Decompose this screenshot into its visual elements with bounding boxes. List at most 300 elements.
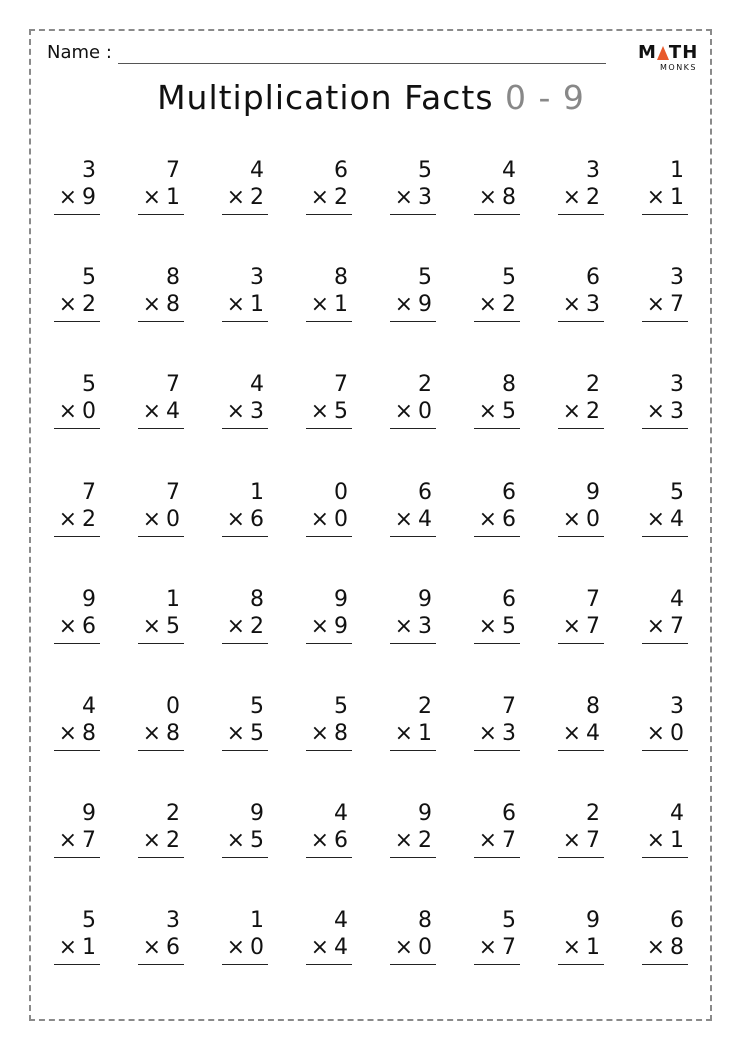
problem	[50, 372, 100, 452]
times-sign: ×	[58, 614, 77, 639]
multiplier: 1	[166, 185, 180, 210]
answer-line[interactable]	[222, 750, 268, 751]
multiplier: 4	[418, 507, 432, 532]
answer-line[interactable]	[138, 321, 184, 322]
multiplier-row	[563, 399, 600, 425]
problem	[554, 158, 604, 238]
multiplier-row	[59, 614, 96, 640]
multiplier: 1	[418, 721, 432, 746]
times-sign: ×	[310, 828, 329, 853]
answer-line[interactable]	[222, 857, 268, 858]
multiplier: 2	[82, 292, 96, 317]
answer-line[interactable]	[306, 857, 352, 858]
answer-line[interactable]	[642, 321, 688, 322]
multiplicand: 4	[670, 801, 684, 826]
multiplicand: 5	[418, 265, 432, 290]
times-sign: ×	[394, 721, 413, 746]
problem	[554, 587, 604, 667]
answer-line[interactable]	[306, 536, 352, 537]
problem	[218, 694, 268, 774]
times-sign: ×	[562, 185, 581, 210]
multiplier: 8	[166, 292, 180, 317]
multiplier: 2	[334, 185, 348, 210]
multiplicand: 5	[502, 908, 516, 933]
answer-line[interactable]	[474, 214, 520, 215]
problem	[554, 908, 604, 988]
multiplicand: 7	[82, 480, 96, 505]
multiplicand: 6	[502, 801, 516, 826]
multiplier: 5	[250, 721, 264, 746]
multiplier: 6	[82, 614, 96, 639]
times-sign: ×	[310, 614, 329, 639]
answer-line[interactable]	[54, 643, 100, 644]
multiplier-row	[479, 828, 516, 854]
multiplier-row	[563, 185, 600, 211]
multiplier-row	[311, 292, 348, 318]
multiplier-row	[563, 935, 600, 961]
problem	[554, 480, 604, 560]
problem	[302, 480, 352, 560]
times-sign: ×	[562, 828, 581, 853]
multiplicand: 3	[670, 694, 684, 719]
answer-line[interactable]	[222, 964, 268, 965]
problem	[470, 587, 520, 667]
problem	[218, 158, 268, 238]
problem	[386, 801, 436, 881]
multiplier: 0	[586, 507, 600, 532]
multiplier-row	[227, 614, 264, 640]
problem	[134, 908, 184, 988]
multiplicand: 9	[82, 587, 96, 612]
answer-line[interactable]	[138, 536, 184, 537]
answer-line[interactable]	[390, 964, 436, 965]
times-sign: ×	[142, 292, 161, 317]
multiplier-row	[59, 935, 96, 961]
answer-line[interactable]	[642, 750, 688, 751]
answer-line[interactable]	[306, 643, 352, 644]
answer-line[interactable]	[642, 857, 688, 858]
multiplier: 1	[334, 292, 348, 317]
multiplicand: 3	[250, 265, 264, 290]
multiplier: 0	[166, 507, 180, 532]
times-sign: ×	[646, 721, 665, 746]
problem	[134, 587, 184, 667]
multiplier: 2	[250, 614, 264, 639]
answer-line[interactable]	[54, 750, 100, 751]
multiplicand: 8	[250, 587, 264, 612]
multiplier-row	[143, 399, 180, 425]
times-sign: ×	[58, 185, 77, 210]
multiplicand: 4	[82, 694, 96, 719]
problem	[470, 372, 520, 452]
multiplicand: 3	[670, 372, 684, 397]
multiplier-row	[227, 399, 264, 425]
times-sign: ×	[58, 399, 77, 424]
multiplier-row	[311, 721, 348, 747]
answer-line[interactable]	[54, 964, 100, 965]
multiplicand: 0	[166, 694, 180, 719]
multiplier-row	[311, 185, 348, 211]
answer-line[interactable]	[558, 321, 604, 322]
multiplier: 3	[250, 399, 264, 424]
problem	[302, 694, 352, 774]
multiplicand: 3	[586, 158, 600, 183]
multiplier-row	[143, 828, 180, 854]
problem	[386, 694, 436, 774]
multiplicand: 2	[166, 801, 180, 826]
answer-line[interactable]	[54, 428, 100, 429]
answer-line[interactable]	[54, 857, 100, 858]
multiplier: 3	[418, 614, 432, 639]
answer-line[interactable]	[474, 964, 520, 965]
answer-line[interactable]	[54, 536, 100, 537]
answer-line[interactable]	[54, 214, 100, 215]
multiplier-row	[311, 935, 348, 961]
answer-line[interactable]	[474, 536, 520, 537]
multiplier-row	[59, 828, 96, 854]
multiplier-row	[59, 721, 96, 747]
answer-line[interactable]	[474, 750, 520, 751]
multiplier-row	[479, 935, 516, 961]
answer-line[interactable]	[390, 857, 436, 858]
answer-line[interactable]	[558, 750, 604, 751]
answer-line[interactable]	[642, 964, 688, 965]
multiplicand: 1	[250, 908, 264, 933]
times-sign: ×	[310, 292, 329, 317]
multiplicand: 4	[502, 158, 516, 183]
multiplicand: 7	[334, 372, 348, 397]
multiplier: 0	[670, 721, 684, 746]
multiplier: 1	[670, 185, 684, 210]
multiplier: 8	[670, 935, 684, 960]
times-sign: ×	[226, 935, 245, 960]
multiplier: 8	[166, 721, 180, 746]
times-sign: ×	[478, 399, 497, 424]
answer-line[interactable]	[138, 750, 184, 751]
answer-line[interactable]	[558, 964, 604, 965]
problem	[134, 694, 184, 774]
multiplicand: 6	[670, 908, 684, 933]
times-sign: ×	[394, 507, 413, 532]
times-sign: ×	[142, 507, 161, 532]
multiplier: 8	[334, 721, 348, 746]
answer-line[interactable]	[306, 321, 352, 322]
times-sign: ×	[562, 721, 581, 746]
problem	[134, 265, 184, 345]
answer-line[interactable]	[474, 643, 520, 644]
answer-line[interactable]	[390, 214, 436, 215]
multiplier: 3	[586, 292, 600, 317]
problem	[470, 908, 520, 988]
multiplier-row	[647, 614, 684, 640]
problem	[134, 801, 184, 881]
multiplier-row	[647, 721, 684, 747]
multiplier-row	[227, 828, 264, 854]
problem	[554, 801, 604, 881]
times-sign: ×	[58, 935, 77, 960]
multiplier-row	[227, 935, 264, 961]
answer-line[interactable]	[222, 321, 268, 322]
multiplier: 4	[166, 399, 180, 424]
problem	[218, 265, 268, 345]
problem	[470, 801, 520, 881]
multiplicand: 4	[250, 158, 264, 183]
problem	[638, 694, 688, 774]
problem	[554, 694, 604, 774]
multiplicand: 8	[586, 694, 600, 719]
times-sign: ×	[646, 828, 665, 853]
answer-line[interactable]	[558, 428, 604, 429]
multiplicand: 6	[418, 480, 432, 505]
multiplicand: 9	[334, 587, 348, 612]
times-sign: ×	[142, 935, 161, 960]
times-sign: ×	[394, 292, 413, 317]
multiplier-row	[59, 292, 96, 318]
multiplier-row	[563, 507, 600, 533]
answer-line[interactable]	[222, 428, 268, 429]
multiplier-row	[647, 828, 684, 854]
multiplicand: 3	[166, 908, 180, 933]
multiplicand: 5	[334, 694, 348, 719]
answer-line[interactable]	[306, 964, 352, 965]
answer-line[interactable]	[390, 428, 436, 429]
answer-line[interactable]	[138, 428, 184, 429]
problem	[386, 372, 436, 452]
answer-line[interactable]	[138, 643, 184, 644]
problem	[470, 480, 520, 560]
multiplicand: 2	[586, 372, 600, 397]
multiplicand: 7	[586, 587, 600, 612]
problem	[302, 587, 352, 667]
name-label: Name :	[47, 42, 112, 63]
multiplier: 0	[250, 935, 264, 960]
multiplier: 1	[670, 828, 684, 853]
problem	[50, 801, 100, 881]
times-sign: ×	[478, 721, 497, 746]
answer-line[interactable]	[474, 857, 520, 858]
multiplier: 9	[334, 614, 348, 639]
problem	[50, 158, 100, 238]
answer-line[interactable]	[474, 428, 520, 429]
problem	[638, 158, 688, 238]
answer-line[interactable]	[222, 214, 268, 215]
times-sign: ×	[478, 828, 497, 853]
multiplicand: 7	[502, 694, 516, 719]
times-sign: ×	[226, 399, 245, 424]
multiplier: 0	[418, 935, 432, 960]
multiplier: 7	[82, 828, 96, 853]
multiplier: 0	[334, 507, 348, 532]
multiplier-row	[563, 721, 600, 747]
multiplicand: 2	[586, 801, 600, 826]
answer-line[interactable]	[474, 321, 520, 322]
answer-line[interactable]	[222, 536, 268, 537]
times-sign: ×	[58, 292, 77, 317]
times-sign: ×	[478, 292, 497, 317]
multiplicand: 7	[166, 372, 180, 397]
multiplier: 9	[418, 292, 432, 317]
answer-line[interactable]	[306, 750, 352, 751]
answer-line[interactable]	[138, 857, 184, 858]
problem	[302, 158, 352, 238]
answer-line[interactable]	[306, 428, 352, 429]
problem	[218, 801, 268, 881]
multiplier: 7	[670, 614, 684, 639]
multiplicand: 4	[250, 372, 264, 397]
problem	[134, 158, 184, 238]
problem	[386, 587, 436, 667]
problem	[554, 372, 604, 452]
multiplier-row	[563, 292, 600, 318]
times-sign: ×	[142, 721, 161, 746]
multiplicand: 8	[502, 372, 516, 397]
problem	[302, 372, 352, 452]
multiplier: 8	[502, 185, 516, 210]
multiplier-row	[227, 185, 264, 211]
multiplier-row	[395, 614, 432, 640]
title-main: Multiplication Facts	[157, 78, 494, 117]
multiplicand: 6	[502, 587, 516, 612]
answer-line[interactable]	[390, 536, 436, 537]
times-sign: ×	[646, 399, 665, 424]
multiplier-row	[647, 935, 684, 961]
answer-line[interactable]	[390, 321, 436, 322]
problem	[386, 480, 436, 560]
multiplier-row	[143, 185, 180, 211]
answer-line[interactable]	[138, 964, 184, 965]
answer-line[interactable]	[642, 643, 688, 644]
times-sign: ×	[142, 614, 161, 639]
times-sign: ×	[310, 721, 329, 746]
multiplier: 5	[502, 614, 516, 639]
multiplier-row	[395, 399, 432, 425]
answer-line[interactable]	[558, 214, 604, 215]
times-sign: ×	[478, 185, 497, 210]
multiplier: 2	[166, 828, 180, 853]
multiplicand: 5	[250, 694, 264, 719]
multiplicand: 2	[418, 694, 432, 719]
problem	[302, 908, 352, 988]
multiplier-row	[143, 721, 180, 747]
times-sign: ×	[226, 721, 245, 746]
answer-line[interactable]	[558, 643, 604, 644]
multiplicand: 3	[82, 158, 96, 183]
times-sign: ×	[58, 721, 77, 746]
multiplicand: 5	[418, 158, 432, 183]
multiplier-row	[647, 292, 684, 318]
multiplier-row	[143, 507, 180, 533]
problem	[638, 480, 688, 560]
problem	[554, 265, 604, 345]
multiplier-row	[311, 399, 348, 425]
multiplier: 4	[670, 507, 684, 532]
multiplicand: 9	[586, 908, 600, 933]
answer-line[interactable]	[642, 214, 688, 215]
multiplicand: 9	[418, 801, 432, 826]
answer-line[interactable]	[138, 214, 184, 215]
multiplier-row	[479, 292, 516, 318]
multiplier: 4	[334, 935, 348, 960]
times-sign: ×	[394, 614, 413, 639]
times-sign: ×	[562, 399, 581, 424]
multiplicand: 1	[250, 480, 264, 505]
problem	[50, 480, 100, 560]
multiplier: 5	[502, 399, 516, 424]
multiplier: 4	[586, 721, 600, 746]
multiplier: 7	[586, 828, 600, 853]
times-sign: ×	[58, 828, 77, 853]
answer-line[interactable]	[222, 643, 268, 644]
problem	[218, 372, 268, 452]
answer-line[interactable]	[642, 536, 688, 537]
multiplicand: 7	[166, 158, 180, 183]
times-sign: ×	[646, 507, 665, 532]
multiplier: 2	[418, 828, 432, 853]
multiplier: 6	[250, 507, 264, 532]
multiplicand: 9	[586, 480, 600, 505]
title-range: 0 - 9	[505, 78, 585, 117]
logo-m: M	[638, 42, 657, 63]
multiplier: 7	[670, 292, 684, 317]
multiplier-row	[143, 292, 180, 318]
answer-line[interactable]	[54, 321, 100, 322]
multiplier: 1	[250, 292, 264, 317]
times-sign: ×	[226, 507, 245, 532]
multiplier-row	[227, 292, 264, 318]
times-sign: ×	[646, 614, 665, 639]
problem	[470, 158, 520, 238]
logo-th: TH	[668, 42, 699, 63]
answer-line[interactable]	[306, 214, 352, 215]
multiplier-row	[479, 614, 516, 640]
times-sign: ×	[394, 828, 413, 853]
multiplier-row	[395, 935, 432, 961]
answer-line[interactable]	[390, 643, 436, 644]
multiplicand: 4	[670, 587, 684, 612]
multiplier: 2	[586, 185, 600, 210]
problem	[638, 372, 688, 452]
answer-line[interactable]	[558, 536, 604, 537]
multiplier-row	[143, 614, 180, 640]
multiplier: 2	[82, 507, 96, 532]
problem	[470, 265, 520, 345]
answer-line[interactable]	[390, 750, 436, 751]
times-sign: ×	[394, 185, 413, 210]
times-sign: ×	[310, 185, 329, 210]
problem	[134, 372, 184, 452]
problem	[218, 908, 268, 988]
multiplier: 1	[586, 935, 600, 960]
problem	[386, 158, 436, 238]
multiplicand: 2	[418, 372, 432, 397]
times-sign: ×	[226, 828, 245, 853]
multiplier-row	[143, 935, 180, 961]
multiplier: 0	[418, 399, 432, 424]
answer-line[interactable]	[642, 428, 688, 429]
multiplier: 5	[166, 614, 180, 639]
times-sign: ×	[226, 614, 245, 639]
times-sign: ×	[562, 614, 581, 639]
multiplier-row	[479, 507, 516, 533]
problem	[638, 587, 688, 667]
times-sign: ×	[562, 507, 581, 532]
multiplier-row	[647, 399, 684, 425]
answer-line[interactable]	[558, 857, 604, 858]
multiplier-row	[227, 507, 264, 533]
multiplicand: 1	[166, 587, 180, 612]
multiplicand: 5	[82, 908, 96, 933]
multiplicand: 6	[334, 158, 348, 183]
